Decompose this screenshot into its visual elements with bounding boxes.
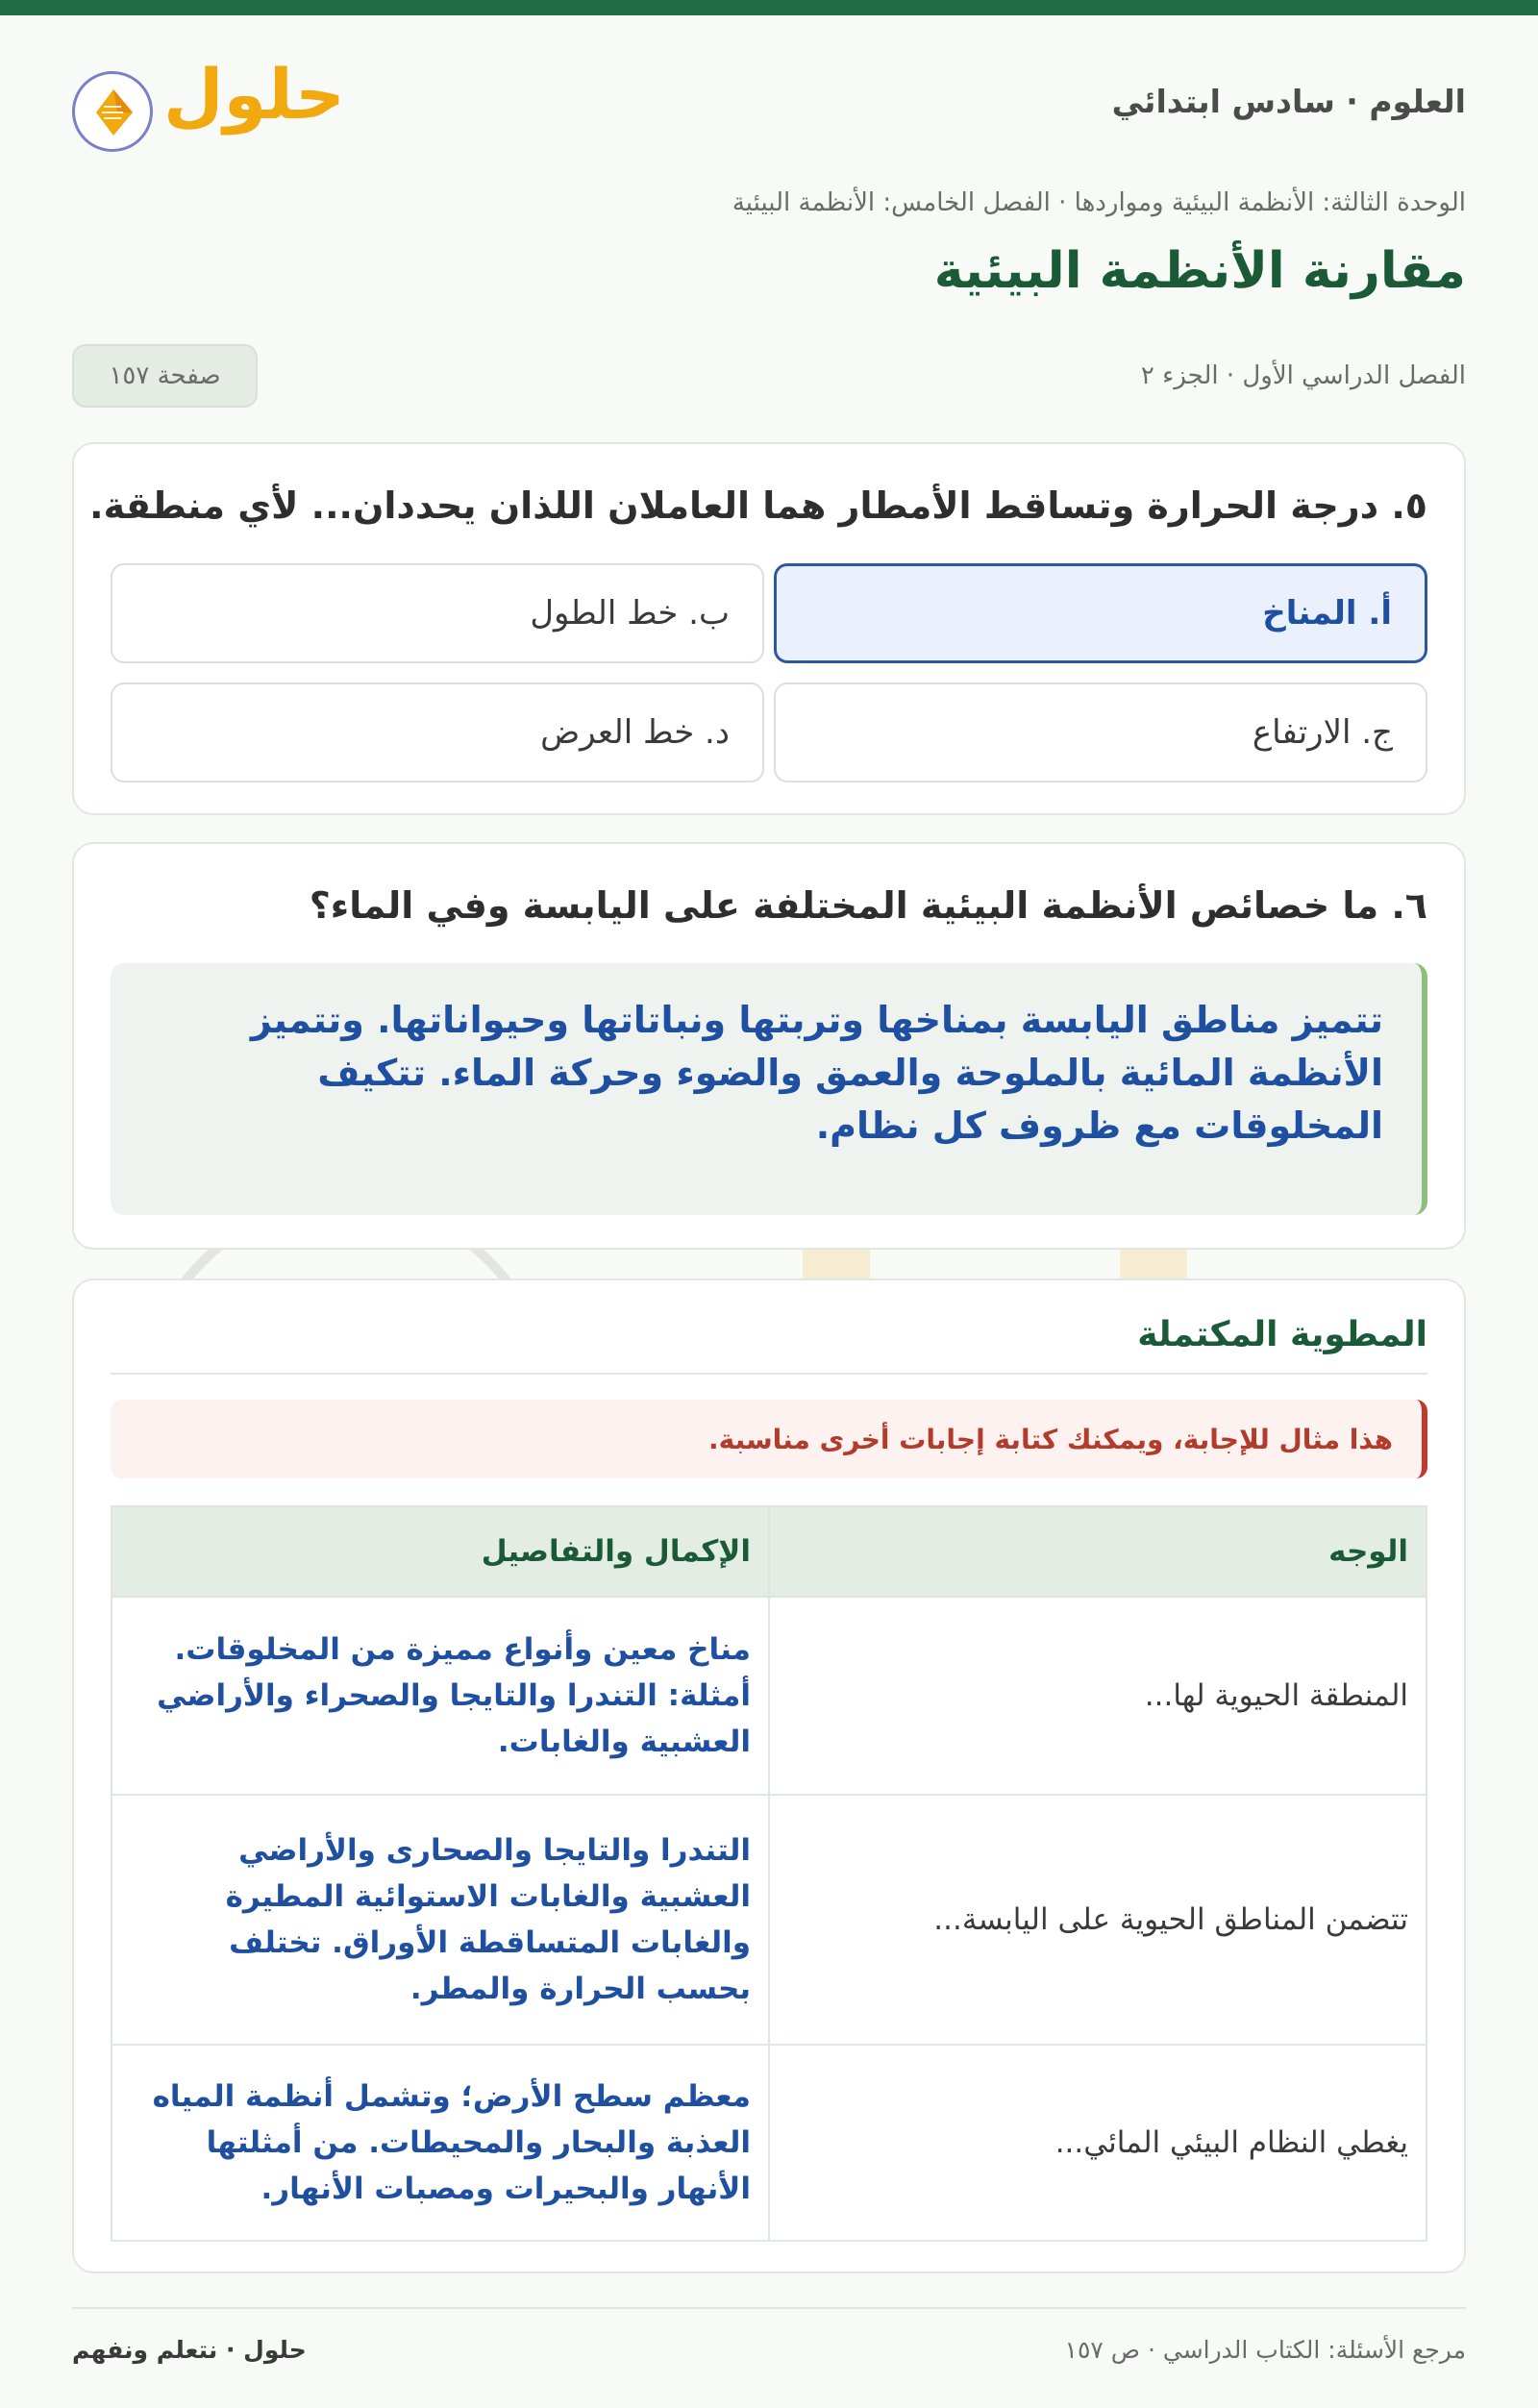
semester-meta: الفصل الدراسي الأول · الجزء ٢ xyxy=(1140,361,1466,390)
option-c[interactable]: ج. الارتفاع xyxy=(774,683,1427,782)
site-logo[interactable] xyxy=(72,54,345,160)
foldable-table xyxy=(111,1505,1427,2242)
example-note: هذا مثال للإجابة، ويمكنك كتابة إجابات أخرى مناسبة. xyxy=(111,1400,1427,1478)
subject-label: العلوم · سادس ابتدائي xyxy=(1111,83,1466,120)
option-d[interactable]: د. خط العرض xyxy=(111,683,764,782)
page-title: مقارنة الأنظمة البيئية xyxy=(933,242,1466,300)
foldable-title: المطوية المكتملة xyxy=(1137,1315,1427,1354)
foldable-divider xyxy=(111,1373,1427,1375)
footer-brand[interactable]: حلول · نتعلم ونفهم xyxy=(72,2336,307,2364)
page-header xyxy=(72,54,1466,160)
question-6-text: ٦. ما خصائص الأنظمة البيئية المختلفة على اليابسة وفي الماء؟ xyxy=(309,884,1427,927)
question-6-card xyxy=(72,842,1466,1250)
table-row xyxy=(112,2045,1426,2241)
row-face: تتضمن المناطق الحيوية على اليابسة... xyxy=(769,1795,1426,2045)
table-row xyxy=(112,1795,1426,2045)
question-5-card xyxy=(72,442,1466,815)
question-5-text: ٥. درجة الحرارة وتساقط الأمطار هما العاملان اللذان يحددان... لأي منطقة. xyxy=(89,484,1427,527)
column-header-detail: الإكمال والتفاصيل xyxy=(112,1506,769,1597)
top-accent-bar xyxy=(0,0,1538,15)
table-row xyxy=(112,1597,1426,1795)
option-b[interactable]: ب. خط الطول xyxy=(111,563,764,663)
question-6-answer: تتميز مناطق اليابسة بمناخها وتربتها ونباتاتها وحيواناتها. وتتميز الأنظمة المائية بالملوحة والعمق والضوء وحركة الماء. تتكيف المخلوقات مع ظروف كل نظام. xyxy=(111,963,1427,1215)
footer-reference: مرجع الأسئلة: الكتاب الدراسي · ص ١٥٧ xyxy=(1064,2336,1466,2364)
row-face: يغطي النظام البيئي المائي... xyxy=(769,2045,1426,2241)
row-detail: معظم سطح الأرض؛ وتشمل أنظمة المياه العذبة والبحار والمحيطات. من أمثلتها الأنهار والبحيرات ومصبات الأنهار. xyxy=(112,2045,769,2241)
option-a-selected[interactable]: أ. المناخ xyxy=(774,563,1427,663)
footer-divider xyxy=(72,2307,1466,2309)
column-header-face: الوجه xyxy=(769,1506,1426,1597)
breadcrumb: الوحدة الثالثة: الأنظمة البيئية ومواردها · الفصل الخامس: الأنظمة البيئية xyxy=(732,188,1466,217)
foldable-card xyxy=(72,1278,1466,2273)
row-detail: مناخ معين وأنواع مميزة من المخلوقات. أمثلة: التندرا والتايجا والصحراء والأراضي العشبية والغابات. xyxy=(112,1597,769,1795)
row-detail: التندرا والتايجا والصحارى والأراضي العشبية والغابات الاستوائية المطيرة والغابات المتساقطة الأوراق. تختلف بحسب الحرارة والمطر. xyxy=(112,1795,769,2045)
row-face: المنطقة الحيوية لها... xyxy=(769,1597,1426,1795)
logo-emblem-icon xyxy=(72,71,153,152)
logo-wordmark: حلول xyxy=(163,54,345,135)
page-number-badge: صفحة ١٥٧ xyxy=(72,344,258,408)
table-header-row xyxy=(112,1506,1426,1597)
